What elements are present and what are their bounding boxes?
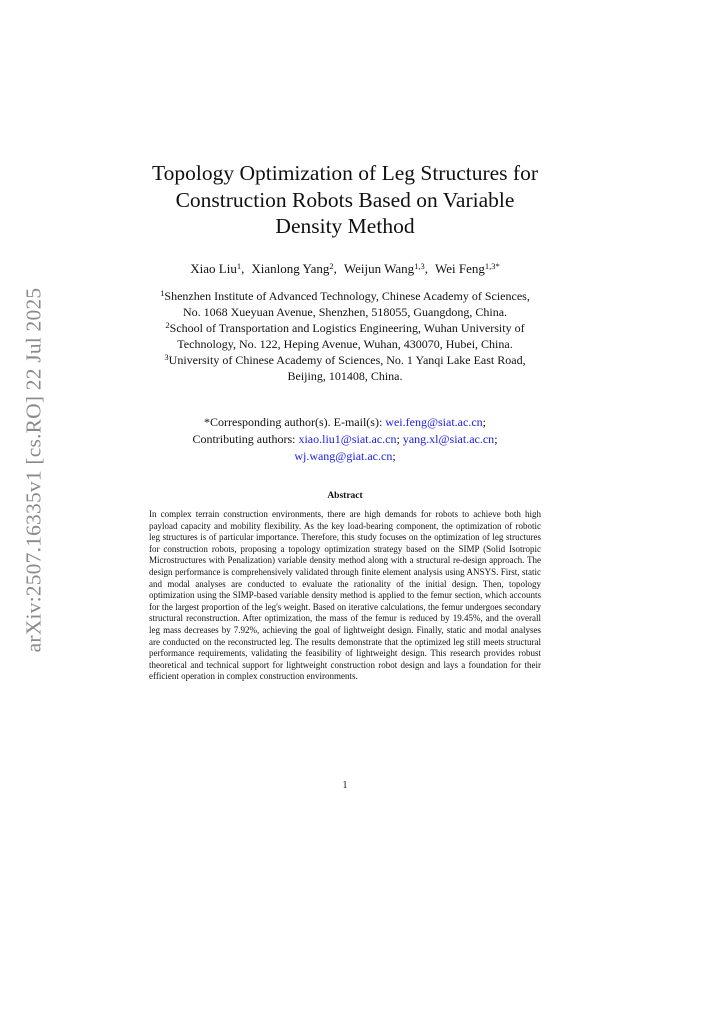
page-number: 1 [342, 780, 348, 791]
affiliation-mark: 3 [164, 352, 169, 362]
affiliation-mark: 2 [165, 320, 170, 330]
contributing-email-link[interactable]: xiao.liu1@siat.ac.cn [298, 432, 397, 446]
contact-block [145, 414, 545, 465]
corresponding-email-link[interactable]: wei.feng@siat.ac.cn [385, 415, 483, 429]
abstract-body: In complex terrain construction environments, there are high demands for robots to achieve both high payload capacity and mobility flexibility. As the key load-bearing component, the optimization of robotic leg structures is of particular importance. Therefore, this study focuses on the optimization of leg structures for construction robots, proposing a topology optimization strategy based on the SIMP (Solid Isotropic Microstructures with Penalization) variable density method along with a structural re-design approach. The design performance is comprehensively validated through finite element analysis using ANSYS. First, static and modal analyses are conducted to evaluate the rationality of the initial design. Then, topology optimization using the SIMP-based variable density method is applied to the femur section, which accounts for the largest proportion of the leg's weight. Based on iterative calculations, the femur undergoes secondary structural reconstruction. After optimization, the mass of the femur is reduced by 19.45%, and the overall leg mass decreases by 7.92%, achieving the goal of lightweight design. Finally, static and modal analyses are conducted on the reconstructed leg. The results demonstrate that the optimized leg still meets structural performance requirements, validating the feasibility of lightweight design. This research provides robust theoretical and technical support for lightweight construction robot design and lays a foundation for their efficient operation in complex construction environments. [149, 509, 541, 682]
affiliation-line: No. 1068 Xueyuan Avenue, Shenzhen, 518055, Guangdong, China. [182, 305, 508, 319]
author-name: Xiao Liu [190, 261, 237, 276]
affiliation: $^3$University of Chinese Academy of Sciences, No. 1 Yanqi Lake East Road, [164, 352, 526, 367]
affiliation-mark: 1 [160, 288, 165, 298]
affiliation: $^1$Shenzhen Institute of Advanced Technology, Chinese Academy of Sciences, [160, 288, 530, 303]
contributing-email-link[interactable]: wj.wang@giat.ac.cn [294, 449, 393, 463]
contributing-line-continued: wj.wang@giat.ac.cn; [294, 449, 396, 463]
contributing-email-link[interactable]: yang.xl@siat.ac.cn [402, 432, 495, 446]
author-affil-mark: 1,3* [484, 261, 500, 271]
affiliation-line: Technology, No. 122, Heping Avenue, Wuhan, 430070, Hubei, China. [177, 337, 513, 351]
author-name: Wei Feng [434, 261, 485, 276]
author-affil-mark: 1 [236, 261, 242, 271]
contributing-line: Contributing authors: xiao.liu1@siat.ac.cn; yang.xl@siat.ac.cn; [192, 432, 498, 446]
author-name: Xianlong Yang [251, 261, 330, 276]
paper-title: Topology Optimization of Leg Structures for Construction Robots Based on Variable Density Method [151, 161, 538, 238]
corresponding-line: *Corresponding author(s). E-mail(s): wei.feng@siat.ac.cn; [204, 415, 486, 429]
affiliation-line: Beijing, 101408, China. [287, 369, 403, 383]
author-name: Weijun Wang [343, 261, 415, 276]
author-list: Xiao Liu$^1$, Xianlong Yang$^2$, Weijun Wang$^{1,3}$, Wei Feng$^{1,3*}$ [190, 261, 500, 276]
affiliation: $^2$School of Transportation and Logistics Engineering, Wuhan University of [165, 320, 525, 335]
affiliation-list [139, 288, 551, 384]
arxiv-identifier: arXiv:2507.16335v1 [cs.RO] 22 Jul 2025 [21, 287, 46, 653]
abstract-heading: Abstract [327, 491, 363, 501]
author-affil-mark: 2 [329, 261, 334, 271]
author-affil-mark: 1,3 [414, 261, 425, 271]
